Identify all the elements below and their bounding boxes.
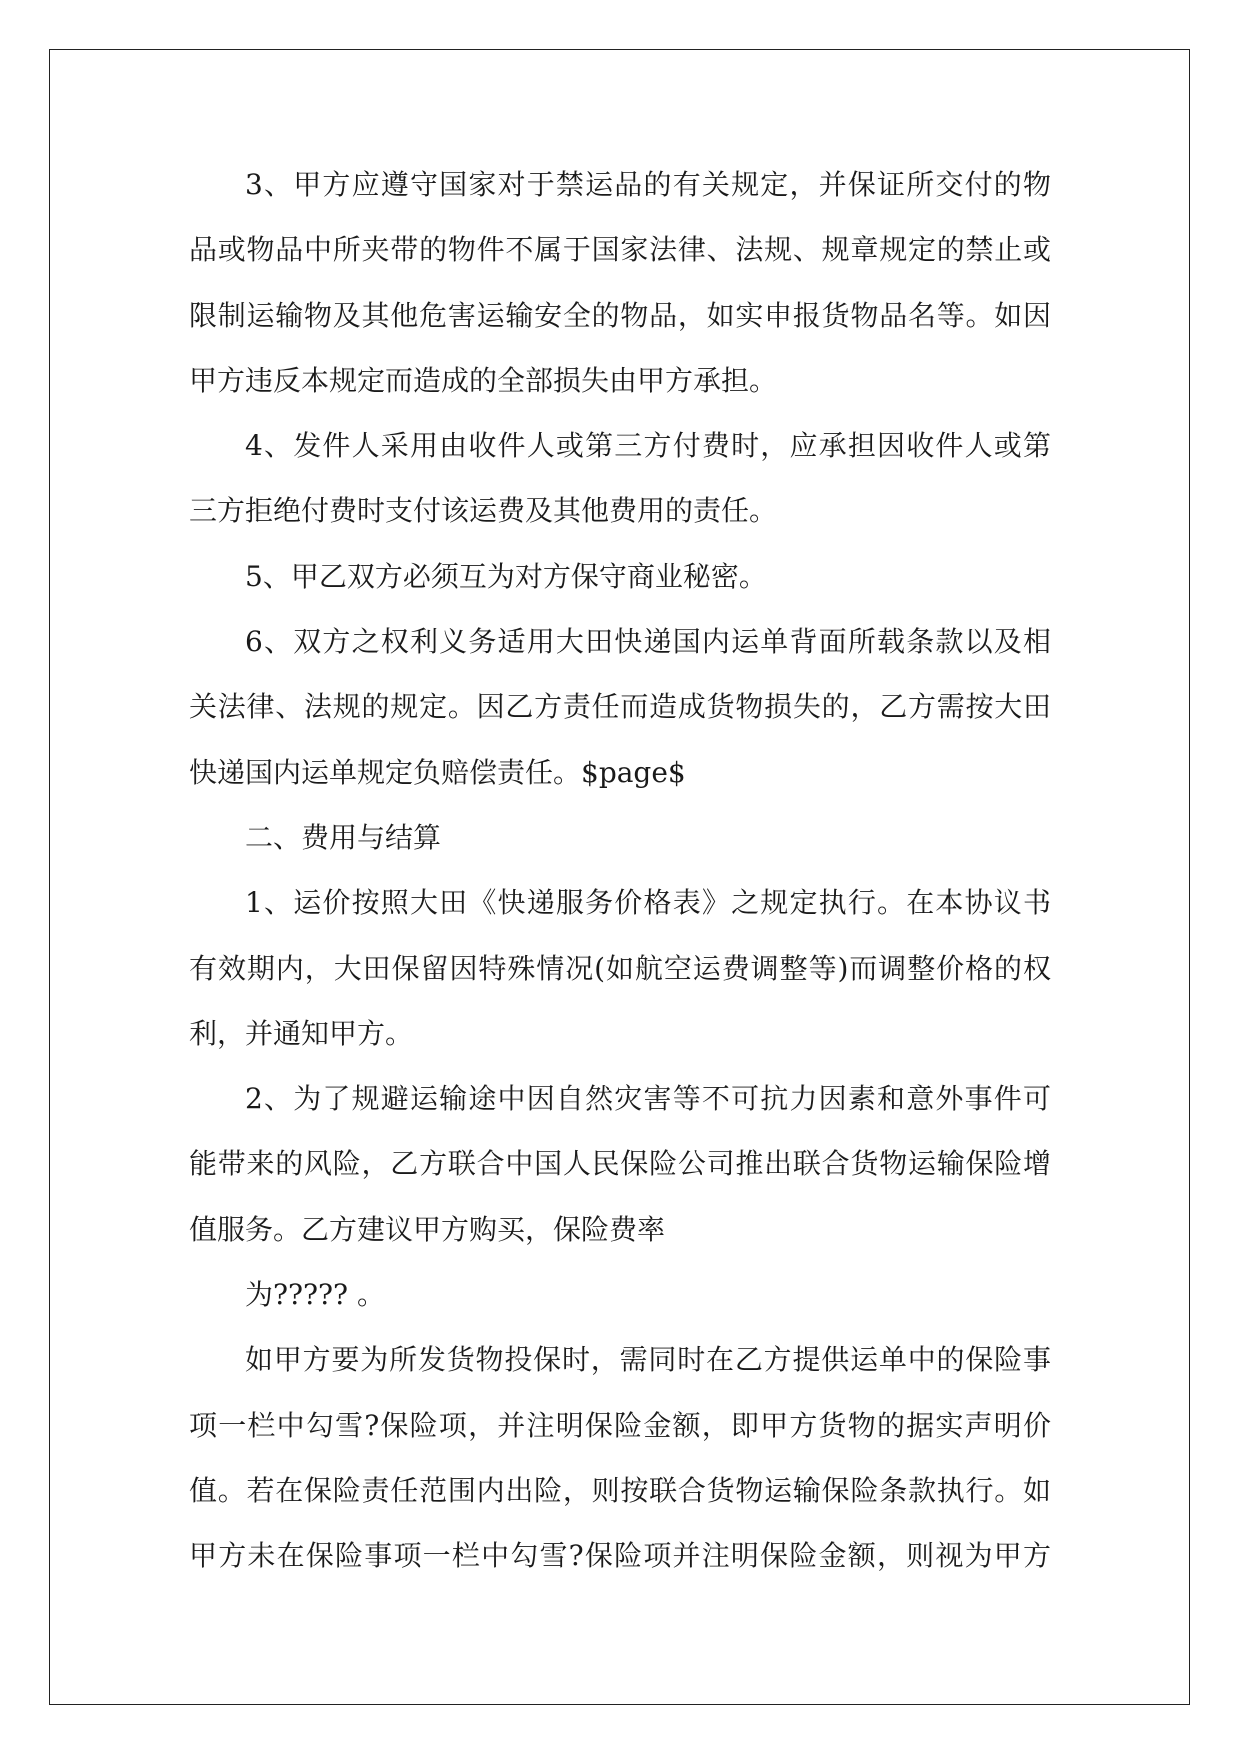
text-line: 2、为了规避运输途中因自然灾害等不可抗力因素和意外事件可 (245, 1082, 1051, 1116)
text-line: 5、甲乙双方必须互为对方保守商业秘密。 (245, 559, 767, 593)
section-heading: 二、费用与结算 (245, 820, 442, 854)
text-line: 甲方违反本规定而造成的全部损失由甲方承担。 (189, 363, 778, 397)
text-line: 能带来的风险，乙方联合中国人民保险公司推出联合货物运输保险增 (189, 1147, 1051, 1181)
text-line: 值服务。乙方建议甲方购买，保险费率 (189, 1212, 666, 1246)
text-line: 关法律、法规的规定。因乙方责任而造成货物损失的，乙方需按大田 (189, 690, 1051, 724)
text-line: 三方拒绝付费时支付该运费及其他费用的责任。 (189, 494, 778, 528)
text-line: 如甲方要为所发货物投保时，需同时在乙方提供运单中的保险事 (245, 1343, 1051, 1377)
text-line: 值。若在保险责任范围内出险，则按联合货物运输保险条款执行。如 (189, 1473, 1051, 1507)
text-line: 利，并通知甲方。 (189, 1016, 414, 1050)
text-line: 项一栏中勾雪?保险项，并注明保险金额，即甲方货物的据实声明价 (189, 1408, 1051, 1442)
text-line: 有效期内，大田保留因特殊情况(如航空运费调整等)而调整价格的权 (189, 951, 1051, 985)
text-line: 甲方未在保险事项一栏中勾雪?保险项并注明保险金额，则视为甲方 (189, 1539, 1051, 1573)
text-line: 4、发件人采用由收件人或第三方付费时，应承担因收件人或第 (245, 429, 1051, 463)
document-body (189, 152, 1051, 1589)
text-line: 快递国内运单规定负赔偿责任。$page$ (189, 755, 686, 789)
text-line: 限制运输物及其他危害运输安全的物品，如实申报货物品名等。如因 (189, 298, 1051, 332)
text-line: 3、甲方应遵守国家对于禁运品的有关规定，并保证所交付的物 (245, 168, 1051, 201)
text-line: 为????? 。 (245, 1278, 385, 1312)
text-line: 品或物品中所夹带的物件不属于国家法律、法规、规章规定的禁止或 (189, 233, 1051, 267)
text-line: 1、运价按照大田《快递服务价格表》之规定执行。在本协议书 (245, 886, 1051, 920)
text-line: 6、双方之权利义务适用大田快递国内运单背面所载条款以及相 (245, 625, 1051, 659)
